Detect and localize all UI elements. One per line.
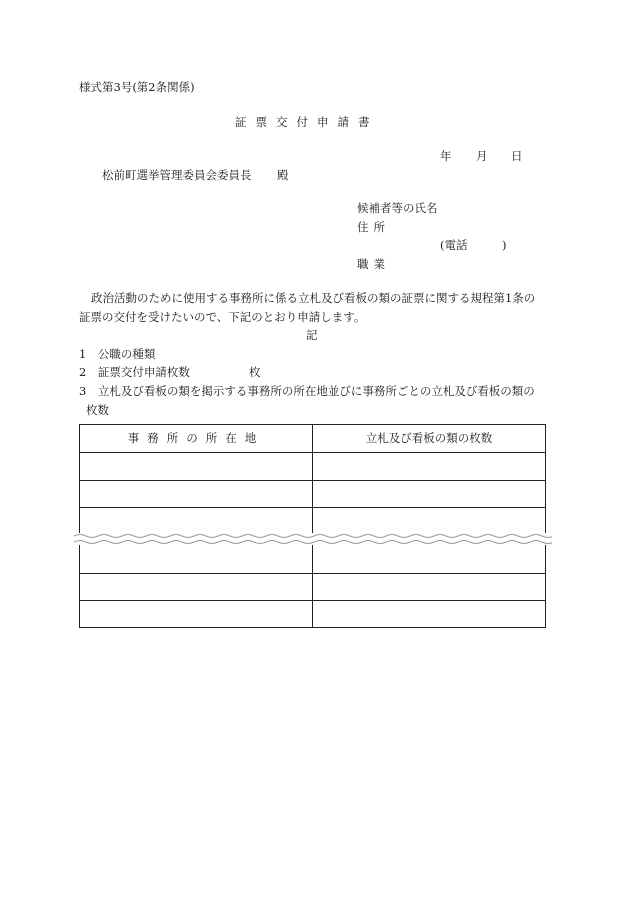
body-text-line-1: 政治活動のために使用する事務所に係る立札及び看板の類の証票に関する規程第1条の (91, 291, 536, 305)
item-1: 1 公職の種類 (79, 347, 156, 361)
applicant-phone-label: (電話 ) (440, 238, 507, 252)
item-2-unit: 枚 (249, 365, 261, 379)
table-header-count: 立札及び看板の類の枚数 (365, 431, 493, 445)
table-header-location: 事務所の所在地 (127, 431, 265, 445)
table-row (80, 601, 545, 627)
table-row (80, 574, 545, 600)
date-month: 月 (476, 149, 488, 163)
date-year: 年 (440, 149, 452, 163)
table-row (80, 547, 545, 573)
office-location-table (79, 424, 546, 628)
item-3-line-1: 3 立札及び看板の類を掲示する事務所の所在地並びに事務所ごとの立札及び看板の類の (79, 384, 535, 398)
table-row (80, 508, 545, 534)
item-3-line-2: 枚数 (86, 403, 109, 417)
table-row (80, 453, 545, 480)
table-row (80, 481, 545, 507)
table-break-wave (74, 533, 552, 545)
body-text-line-2: 証票の交付を受けたいので、下記のとおり申請します。 (79, 310, 366, 324)
addressee-honorific: 殿 (277, 168, 289, 182)
addressee-name: 松前町選挙管理委員会委員長 (102, 168, 252, 182)
item-2: 2 証票交付申請枚数 (79, 365, 190, 379)
form-number: 様式第3号(第2条関係) (79, 80, 195, 94)
applicant-address-label: 住所 (357, 220, 390, 234)
applicant-occupation-label: 職業 (357, 257, 390, 271)
applicant-name-label: 候補者等の氏名 (357, 201, 438, 215)
document-title: 証票交付申請書 (235, 115, 379, 129)
date-day: 日 (511, 149, 523, 163)
ki-heading: 記 (306, 328, 318, 342)
